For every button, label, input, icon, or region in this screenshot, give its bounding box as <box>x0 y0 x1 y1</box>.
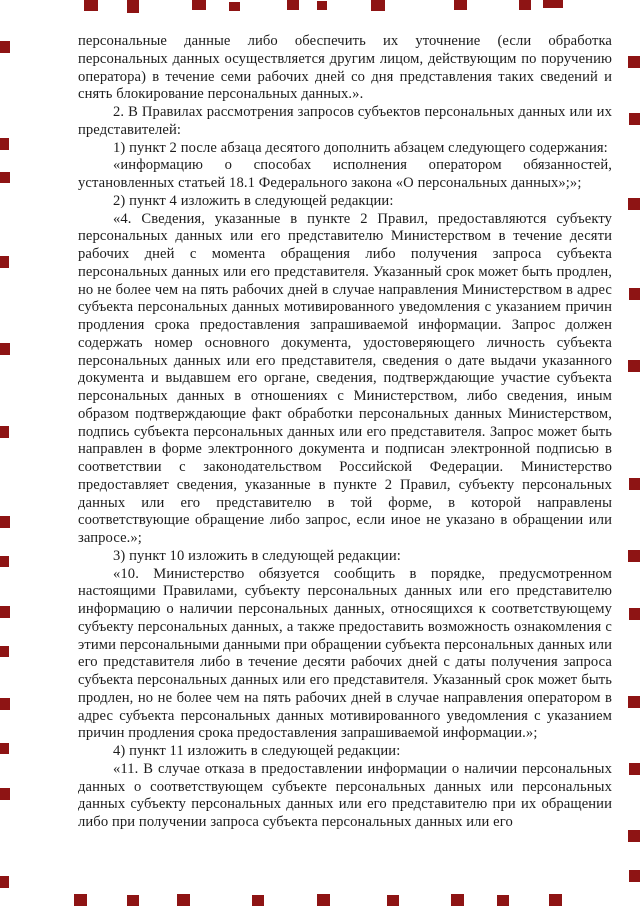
scan-edge-artifact <box>628 198 640 210</box>
scan-edge-artifact <box>317 1 327 10</box>
scan-edge-artifact <box>0 606 10 618</box>
scan-edge-artifact <box>0 646 9 657</box>
scan-edge-artifact <box>127 895 139 906</box>
scan-edge-artifact <box>252 895 264 906</box>
scan-edge-artifact <box>371 0 385 11</box>
scan-edge-artifact <box>519 0 531 10</box>
scan-edge-artifact <box>629 763 640 775</box>
scan-edge-artifact <box>0 516 10 528</box>
scan-edge-artifact <box>0 426 9 438</box>
paragraph: «4. Сведения, указанные в пункте 2 Правил, предоставляются субъекту персональных данных или его представителю Министерством в течение десяти рабочих дней с момента обращения либо получения запроса субъекта персональных данных или его представителя. Указанный срок может быть продлен, но не более чем на пять рабочих дней в случае направления Министерством в адрес субъекта персональных данных мотивированного уведомления с указанием причин продления срока предоставления запрашиваемой информации. Запрос должен содержать номер основного документа, удостоверяющего личность субъекта персональных данных или его представителя, сведения о дате выдачи указанного документа и выдавшем его органе, сведения, подтверждающие участие субъекта персональных данных в отношениях с Министерством, либо сведения, иным образом подтверждающие факт обработки персональных данных Министерством, подпись субъекта персональных данных или его представителя. Запрос может быть направлен в форме электронного документа и подписан электронной подписью в соответствии с законодательством Российской Федерации. Министерство предоставляет сведения, указанные в пункте 2 Правил, субъекту персональных данных или его представителю в той форме, в которой направлены соответствующие обращение либо запрос, если иное не указано в обращении или запросе.»; <box>78 210 612 546</box>
scan-edge-artifact <box>629 870 640 882</box>
scan-edge-artifact <box>628 696 640 708</box>
scan-edge-artifact <box>0 876 9 888</box>
scan-edge-artifact <box>0 556 9 567</box>
scan-edge-artifact <box>549 894 562 906</box>
paragraph: 1) пункт 2 после абзаца десятого дополнить абзацем следующего содержания: <box>113 139 608 156</box>
paragraph: 2) пункт 4 изложить в следующей редакции: <box>113 192 394 209</box>
paragraph: 4) пункт 11 изложить в следующей редакции: <box>113 743 401 759</box>
scan-edge-artifact <box>629 478 640 490</box>
scan-edge-artifact <box>0 743 9 754</box>
scan-edge-artifact <box>127 0 139 13</box>
scan-edge-artifact <box>629 608 640 620</box>
scan-edge-artifact <box>0 343 10 355</box>
scan-edge-artifact <box>0 788 10 800</box>
scan-edge-artifact <box>0 172 10 183</box>
scan-edge-artifact <box>177 894 190 906</box>
paragraph: «10. Министерство обязуется сообщить в порядке, предусмотренном настоящими Правилами, субъекту персональных данных или его представителю информацию о наличии персональных данных, относящихся к соответствующему субъекту персональных данных, а также предоставить возможность ознакомления с этими персональными данными при обращении субъекта персональных данных или его представителя либо в течение десяти рабочих дней с даты получения запроса субъекта персональных данных или его представителя. Указанный срок может быть продлен, но не более чем на пять рабочих дней в случае направления оператором в адрес субъекта персональных данных мотивированного уведомления с указанием причин продления срока предоставления запрашиваемой информации.»; <box>78 565 612 742</box>
scan-edge-artifact <box>628 360 640 372</box>
document-body <box>78 33 612 832</box>
scan-edge-artifact <box>628 550 640 562</box>
scan-edge-artifact <box>192 0 206 10</box>
scan-edge-artifact <box>74 894 87 906</box>
scan-edge-artifact <box>317 894 330 906</box>
paragraph: персональные данные либо обеспечить их уточнение (если обработка персональных данных осуществляется другим лицом, действующим по поручению оператора) в течение семи рабочих дней со дня представления таких сведений и снять блокирование персональных данных.». <box>78 33 612 103</box>
scan-edge-artifact <box>84 0 98 11</box>
scan-edge-artifact <box>454 0 467 10</box>
paragraph: «11. В случае отказа в предоставлении информации о наличии персональных данных о соответствующем субъекте персональных данных или персональных данных субъекту персональных данных или его представителю при их обращении либо при получении запроса субъекта персональных данных или его <box>78 760 612 830</box>
scan-edge-artifact <box>451 894 464 906</box>
paragraph: 3) пункт 10 изложить в следующей редакции: <box>113 547 401 564</box>
scan-edge-artifact <box>0 256 9 268</box>
scan-edge-artifact <box>629 113 640 125</box>
scan-edge-artifact <box>0 138 9 150</box>
scan-edge-artifact <box>387 895 399 906</box>
scan-edge-artifact <box>543 0 563 8</box>
scan-edge-artifact <box>229 2 240 11</box>
scan-edge-artifact <box>497 895 509 906</box>
scan-edge-artifact <box>628 56 640 68</box>
paragraph: «информацию о способах исполнения оператором обязанностей, установленных статьей 18.1 Федерального закона «О персональных данных»;»; <box>78 157 612 191</box>
scan-edge-artifact <box>0 41 10 53</box>
scan-edge-artifact <box>0 698 10 710</box>
paragraph: 2. В Правилах рассмотрения запросов субъектов персональных данных или их представителей: <box>78 104 612 138</box>
scan-edge-artifact <box>629 288 640 300</box>
scan-edge-artifact <box>287 0 299 10</box>
scan-edge-artifact <box>628 830 640 842</box>
